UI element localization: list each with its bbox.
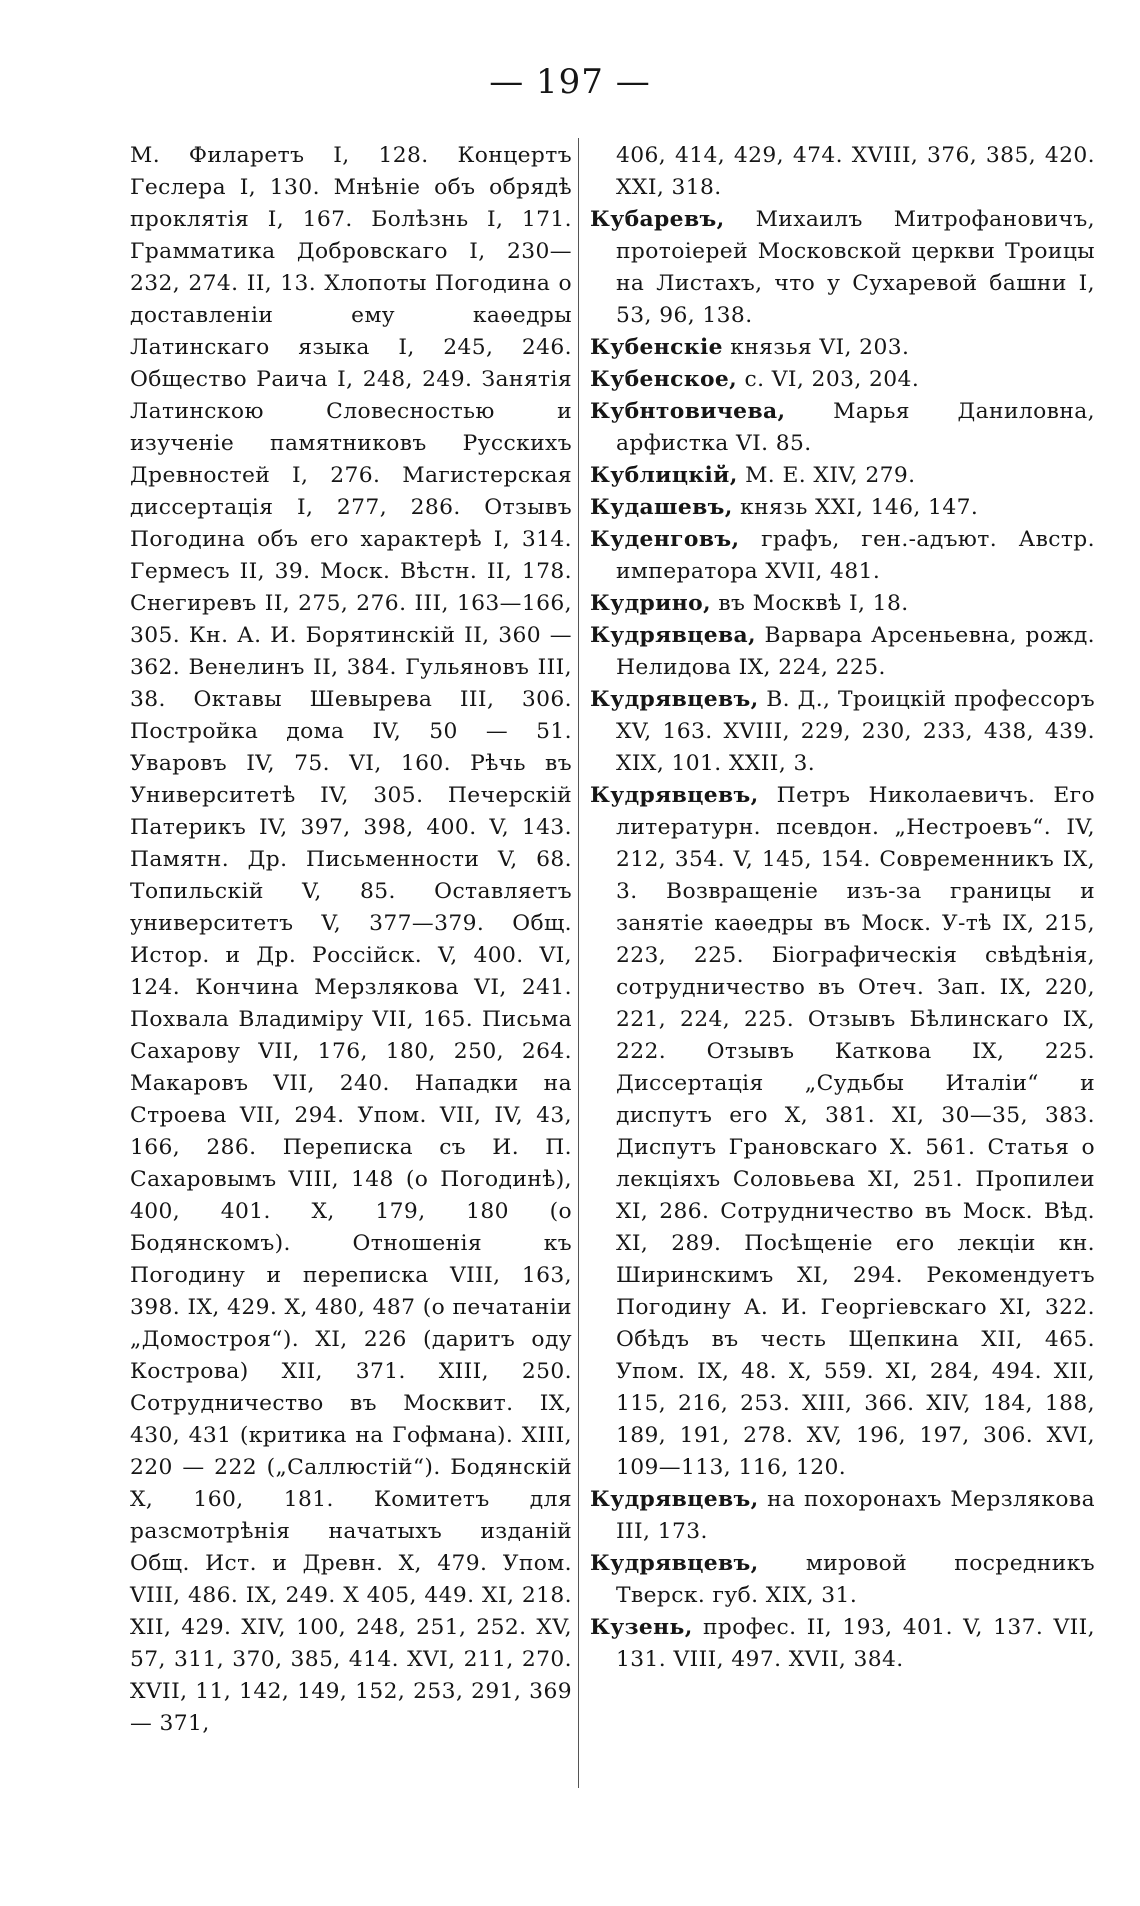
entry-heading: Кублицкій,: [590, 463, 738, 488]
index-entry: [590, 1612, 1095, 1676]
index-entry: [590, 1484, 1095, 1548]
entry-heading: Куденговъ,: [590, 527, 740, 552]
entry-text: князья VI, 203.: [722, 335, 910, 360]
entry-heading: Кудрявцева,: [590, 623, 757, 648]
entry-text: князь XXI, 146, 147.: [732, 495, 979, 520]
index-entry: [590, 460, 1095, 492]
left-column-text: М. Филаретъ I, 128. Концертъ Геслера I, 130. Мнѣніе объ обрядѣ проклятія I, 167. Болѣзнь I, 171. Грамматика Добровскаго I, 230—232, 274. II, 13. Хлопоты Погодина о доставленіи ему каѳедры Латинскаго языка I, 245, 246. Общество Раича I, 248, 249. Занятія Латинскою Словесностью и изученіе памятниковъ Русскихъ Древностей I, 276. Магистерская диссертація I, 277, 286. Отзывъ Погодина объ его характерѣ I, 314. Гермесъ II, 39. Моск. Вѣстн. II, 178. Снегиревъ II, 275, 276. III, 163—166, 305. Кн. А. И. Борятинскій II, 360 — 362. Венелинъ II, 384. Гульяновъ III, 38. Октавы Шевырева III, 306. Постройка дома IV, 50 — 51. Уваровъ IV, 75. VI, 160. Рѣчь въ Университетѣ IV, 305. Печерскій Патерикъ IV, 397, 398, 400. V, 143. Памятн. Др. Письменности V, 68. Топильскій V, 85. Оставляетъ университетъ V, 377—379. Общ. Истор. и Др. Россійск. V, 400. VI, 124. Кончина Мерзлякова VI, 241. Похвала Владиміру VII, 165. Письма Сахарову VII, 176, 180, 250, 264. Макаровъ VII, 240. Нападки на Строева VII, 294. Упом. VII, IV, 43, 166, 286. Переписка съ И. П. Сахаровымъ VIII, 148 (о Погодинѣ), 400, 401. X, 179, 180 (о Бодянскомъ). Отношенія къ Погодину и переписка VIII, 163, 398. IX, 429. X, 480, 487 (о печатаніи „Домостроя“). XI, 226 (даритъ оду Кострова) XII, 371. XIII, 250. Сотрудничество въ Москвит. IX, 430, 431 (критика на Гофмана). XIII, 220 — 222 („Саллюстій“). Бодянскій X, 160, 181. Комитетъ для разсмотрѣнія начатыхъ изданій Общ. Ист. и Древн. X, 479. Упом. VIII, 486. IX, 249. X 405, 449. XI, 218. XII, 429. XIV, 100, 248, 251, 252. XV, 57, 311, 370, 385, 414. XVI, 211, 270. XVII, 11, 142, 149, 152, 253, 291, 369 — 371,: [130, 143, 572, 1736]
index-entry: [590, 1548, 1095, 1612]
index-entry: [590, 492, 1095, 524]
entry-heading: Кудрявцевъ,: [590, 1551, 759, 1576]
index-entry: [590, 588, 1095, 620]
entry-text: мировой посредникъ Тверск. губ. XIX, 31.: [616, 1551, 1095, 1608]
entry-heading: Кудрявцевъ,: [590, 687, 759, 712]
entry-text: профес. II, 193, 401. V, 137. VII, 131. VIII, 497. XVII, 384.: [616, 1615, 1095, 1672]
entry-text: Варвара Арсеньевна, рожд. Нелидова IX, 224, 225.: [616, 623, 1095, 680]
index-entry: [590, 364, 1095, 396]
entry-heading: Кузень,: [590, 1615, 693, 1640]
entry-text: на похоронахъ Мерзлякова III, 173.: [616, 1487, 1095, 1544]
entry-heading: Кубнтовичева,: [590, 399, 786, 424]
index-entry: [590, 780, 1095, 1484]
entry-heading: Кудрино,: [590, 591, 711, 616]
left-column: [130, 140, 572, 1740]
entry-text: М. Е. XIV, 279.: [737, 463, 916, 488]
continuation-text: 406, 414, 429, 474. XVIII, 376, 385, 420. XXI, 318.: [616, 143, 1095, 200]
entry-heading: Кубенское,: [590, 367, 738, 392]
column-divider: [578, 138, 579, 1788]
entry-heading: Кубаревъ,: [590, 207, 725, 232]
entry-heading: Кудрявцевъ,: [590, 1487, 759, 1512]
entry-text: Марья Даниловна, арфистка VI. 85.: [616, 399, 1095, 456]
index-entry: [590, 620, 1095, 684]
entry-text: с. VI, 203, 204.: [737, 367, 920, 392]
entry-text: Петръ Николаевичъ. Его литературн. псевдон. „Нестроевъ“. IV, 212, 354. V, 145, 154. Современникъ IX, 3. Возвращеніе изъ-за границы и занятіе каѳедры въ Моск. У-тѣ IX, 215, 223, 225. Біографическія свѣдѣнія, сотрудничество въ Отеч. Зап. IX, 220, 221, 224, 225. Отзывъ Бѣлинскаго IX, 222. Отзывъ Каткова IX, 225. Диссертація „Судьбы Италіи“ и диспутъ его X, 381. XI, 30—35, 383. Диспутъ Грановскаго X. 561. Статья о лекціяхъ Соловьева XI, 251. Пропилеи XI, 286. Сотрудничество въ Моск. Вѣд. XI, 289. Посѣщеніе его лекціи кн. Ширинскимъ XI, 294. Рекомендуетъ Погодину А. И. Георгіевскаго XI, 322. Обѣдъ въ честь Щепкина XII, 465. Упом. IX, 48. X, 559. XI, 284, 494. XII, 115, 216, 253. XIII, 366. XIV, 184, 188, 189, 191, 278. XV, 196, 197, 306. XVI, 109—113, 116, 120.: [616, 783, 1095, 1480]
page-number: — 197 —: [489, 62, 651, 102]
entry-text: Михаилъ Митрофановичъ, протоіерей Московской церкви Троицы на Листахъ, что у Сухаревой башни I, 53, 96, 138.: [616, 207, 1095, 328]
entry-heading: Кудашевъ,: [590, 495, 733, 520]
entry-heading: Кубенскіе: [590, 335, 723, 360]
right-column: [590, 140, 1095, 1676]
entry-text: В. Д., Троицкій профессоръ XV, 163. XVIII, 229, 230, 233, 438, 439. XIX, 101. XXII, 3.: [616, 687, 1095, 776]
index-entry: [590, 204, 1095, 332]
index-entry: [590, 332, 1095, 364]
right-column-continuation: [590, 140, 1095, 204]
index-entry: [590, 396, 1095, 460]
index-entry: [590, 684, 1095, 780]
entry-text: въ Москвѣ I, 18.: [711, 591, 909, 616]
index-entry: [590, 524, 1095, 588]
entry-text: графъ, ген.-адъют. Австр. императора XVII, 481.: [616, 527, 1095, 584]
entry-heading: Кудрявцевъ,: [590, 783, 759, 808]
